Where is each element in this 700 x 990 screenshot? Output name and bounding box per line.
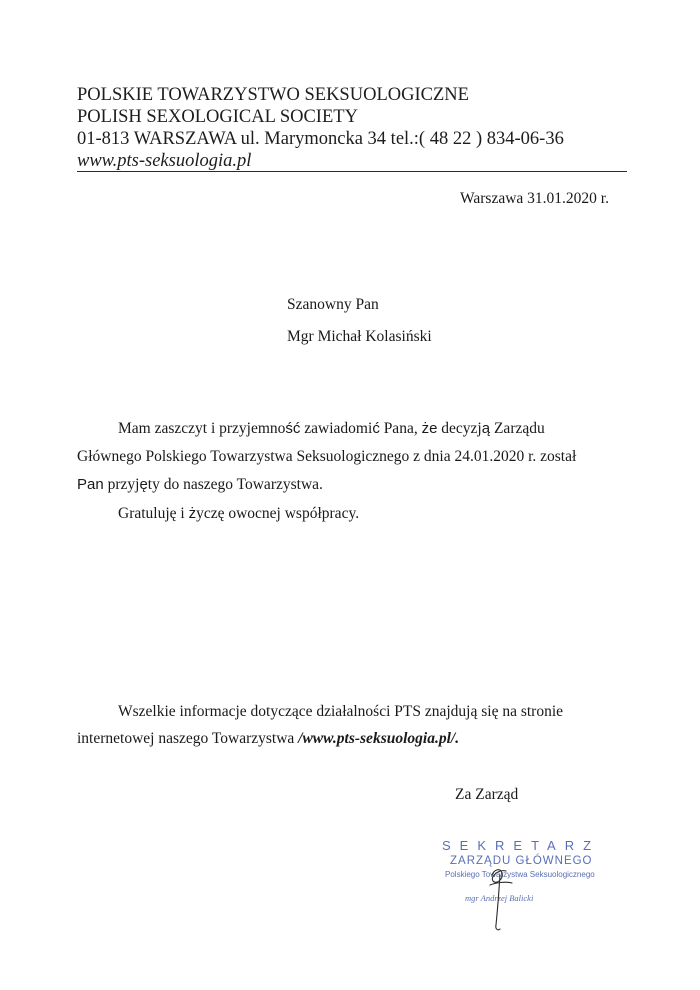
org-name-pl: POLSKIE TOWARZYSTWO SEKSUOLOGICZNE [77, 85, 469, 105]
closing: Za Zarząd [455, 786, 519, 803]
text-run: Pan [77, 476, 104, 493]
org-address: 01-813 WARSZAWA ul. Marymoncka 34 tel.:( 48 22 ) 834-06-36 [77, 129, 564, 149]
letterhead [77, 84, 564, 172]
text-run: Mam zaszczyt i przyjemno [118, 420, 286, 437]
stamp-line-2: ZARZĄDU GŁÓWNEGO [450, 855, 593, 867]
website-link[interactable]: /www.pts-seksuologia.pl/. [298, 730, 460, 747]
org-website: www.pts-seksuologia.pl [77, 151, 252, 171]
body-line-2: Głównego Polskiego Towarzystwa Seksuologicznego z dnia 24.01.2020 r. został [77, 448, 577, 465]
stamp-line-3: Polskiego Towarzystwa Seksuologicznego [445, 870, 595, 879]
recipient-name: Mgr Michał Kolasiński [287, 328, 432, 345]
text-run: ć [372, 420, 380, 437]
text-run: ż [188, 505, 197, 522]
salutation: Szanowny Pan [287, 296, 379, 313]
handwritten-signature [460, 845, 540, 935]
info-line-2 [77, 730, 459, 748]
text-run: że [421, 420, 438, 437]
stamp-line-4: mgr Andrzej Balicki [465, 893, 534, 903]
header-divider [77, 171, 627, 172]
body-line-3 [77, 476, 323, 494]
text-run: Gratuluję i [118, 505, 189, 522]
text-run: ą [481, 420, 491, 437]
text-run: ty do naszego Towarzystwa. [147, 476, 323, 493]
text-run: Zarządu [490, 420, 545, 437]
text-run: przyj [103, 476, 140, 493]
stamp-title: SEKRETARZ [442, 838, 601, 853]
text-run: decyzj [437, 420, 482, 437]
body-line-1 [118, 420, 545, 438]
text-run: ść [285, 420, 301, 437]
info-line-1: Wszelkie informacje dotyczące działalności PTS znajdują się na stronie [118, 703, 564, 720]
text-run: yczę owocnej współpracy. [196, 505, 360, 522]
body-line-4 [118, 505, 359, 523]
letter-date: Warszawa 31.01.2020 r. [460, 190, 609, 207]
text-run: zawiadomi [300, 420, 373, 437]
org-name-en: POLISH SEXOLOGICAL SOCIETY [77, 107, 358, 127]
text-run: internetowej naszego Towarzystwa [77, 730, 299, 747]
text-run: ę [139, 476, 148, 493]
text-run: Pana, [379, 420, 422, 437]
